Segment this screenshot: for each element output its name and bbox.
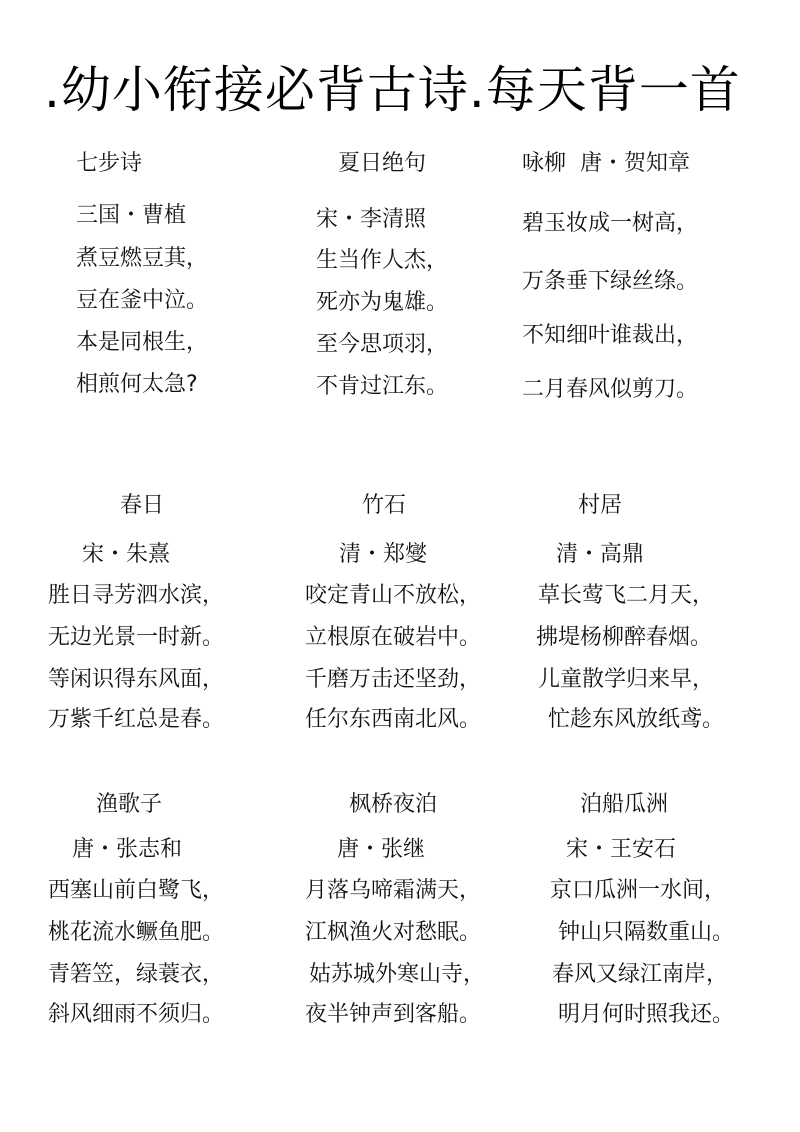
- poem-bochuanguazhou: [550, 787, 800, 1027]
- poem-line: 江枫渔火对愁眠。: [305, 920, 482, 945]
- poem-zhushi: [305, 488, 565, 732]
- poem-line: 不知细叶谁裁出，: [522, 323, 699, 348]
- poem-title: 竹石: [362, 493, 407, 518]
- poem-cunju: [536, 488, 796, 732]
- poem-title: 咏柳 唐・贺知章: [522, 151, 690, 176]
- poem-line: 春风又绿江南岸，: [552, 962, 729, 987]
- poem-line: 青箬笠，绿蓑衣，: [48, 962, 225, 987]
- poem-author: 清・高鼎: [556, 542, 645, 567]
- poem-title: 七步诗: [76, 151, 143, 176]
- poem-line: 钟山只隔数重山。: [558, 920, 735, 945]
- poem-title: 泊船瓜洲: [580, 792, 669, 817]
- poem-author: 唐・张继: [337, 837, 426, 862]
- poem-line: 明月何时照我还。: [558, 1002, 735, 1027]
- poem-line: 不肯过江东。: [316, 374, 449, 399]
- poem-line: 碧玉妆成一树高，: [522, 211, 699, 236]
- poem-line: 千磨万击还坚劲，: [305, 667, 482, 692]
- poem-line: 死亦为鬼雄。: [316, 290, 449, 315]
- poem-line: 至今思项羽，: [316, 332, 449, 357]
- poem-line: 姑苏城外寒山寺，: [309, 962, 486, 987]
- poem-line: 豆在釜中泣。: [76, 288, 209, 313]
- poem-line: 本是同根生，: [76, 330, 209, 355]
- poem-line: 无边光景一时新。: [48, 625, 225, 650]
- poem-line: 煮豆燃豆萁，: [76, 246, 209, 271]
- poem-yongliu: [522, 146, 782, 406]
- poem-line: 忙趁东风放纸鸢。: [548, 707, 725, 732]
- poem-yugezi: [48, 787, 308, 1027]
- poem-line: 西塞山前白鹭飞，: [48, 878, 225, 903]
- poem-line: 万紫千红总是春。: [48, 707, 225, 732]
- poem-title: 枫桥夜泊: [349, 792, 438, 817]
- poem-line: 万条垂下绿丝绦。: [522, 269, 699, 294]
- poem-author: 三国・曹植: [76, 203, 187, 228]
- page-title: .幼小衔接必背古诗.每天背一首: [44, 61, 741, 119]
- poem-title: 村居: [578, 493, 623, 518]
- poem-line: 夜半钟声到客船。: [305, 1002, 482, 1027]
- poem-line: 草长莺飞二月天，: [538, 583, 715, 608]
- poem-author: 清・郑燮: [339, 542, 428, 567]
- poem-author: 宋・李清照: [316, 207, 427, 232]
- poem-qibushi: [76, 146, 336, 396]
- poem-author: 宋・王安石: [566, 837, 677, 862]
- poem-line: 咬定青山不放松，: [305, 583, 482, 608]
- poem-title: 春日: [120, 493, 165, 518]
- poem-line: 等闲识得东风面，: [48, 667, 225, 692]
- poem-chunri: [48, 488, 308, 732]
- poem-line: 二月春风似剪刀。: [522, 377, 699, 402]
- poem-line: 生当作人杰，: [316, 248, 449, 273]
- poem-author: 宋・朱熹: [82, 542, 171, 567]
- poem-line: 桃花流水鳜鱼肥。: [48, 920, 225, 945]
- poem-author: 唐・张志和: [72, 837, 183, 862]
- poem-line: 儿童散学归来早，: [538, 667, 715, 692]
- poem-line: 京口瓜洲一水间，: [550, 878, 727, 903]
- poem-line: 相煎何太急?: [76, 372, 198, 397]
- poem-line: 月落乌啼霜满天，: [305, 878, 482, 903]
- poem-line: 任尔东西南北风。: [305, 707, 482, 732]
- poem-title: 夏日绝句: [338, 151, 427, 176]
- poem-line: 立根原在破岩中。: [305, 625, 482, 650]
- poem-line: 胜日寻芳泗水滨，: [48, 583, 225, 608]
- poem-line: 拂堤杨柳醉春烟。: [536, 625, 713, 650]
- poem-title: 渔歌子: [96, 792, 163, 817]
- poem-line: 斜风细雨不须归。: [48, 1002, 225, 1027]
- poem-fengqiaoyebo: [305, 787, 565, 1027]
